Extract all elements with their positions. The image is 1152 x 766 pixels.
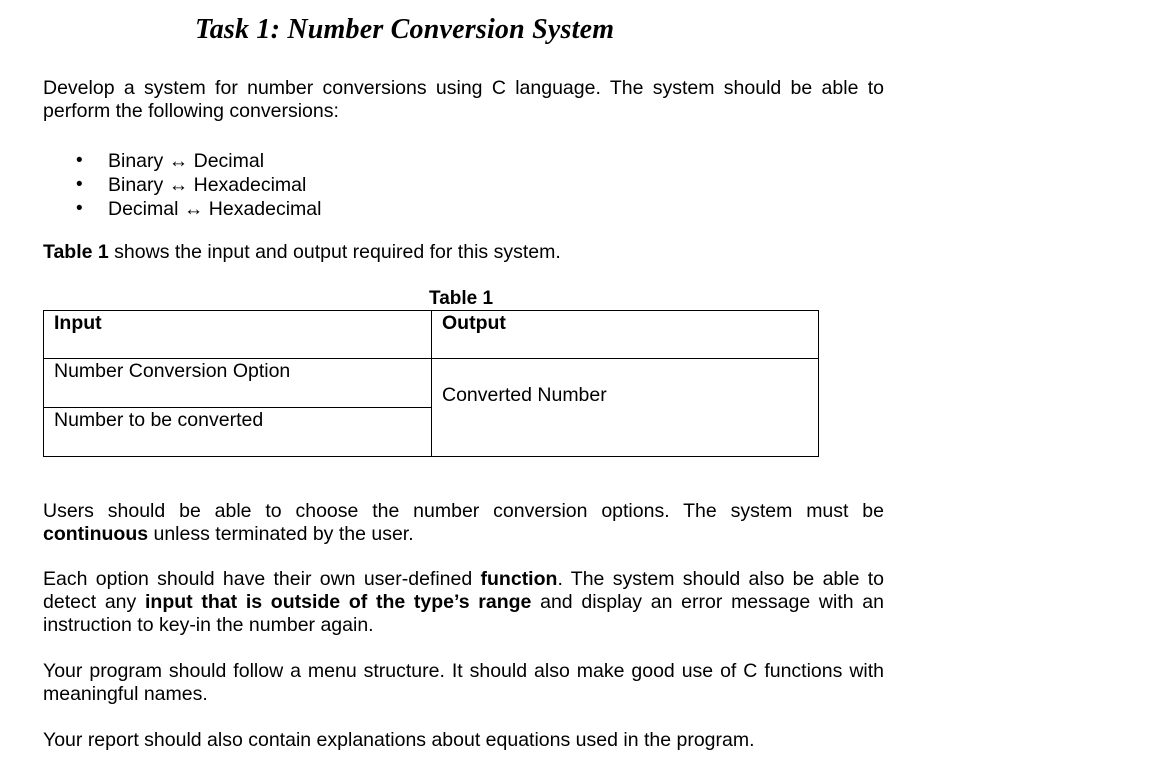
- menu-paragraph: Your program should follow a menu structure. It should also make good use of C functions with meaningful names.: [43, 660, 884, 705]
- paragraph-bold-text: function: [480, 568, 558, 590]
- table-caption: Table 1: [429, 288, 494, 309]
- table-reference-paragraph: [43, 241, 884, 264]
- continuous-paragraph: [43, 500, 884, 546]
- paragraph-bold-text: continuous: [43, 523, 149, 545]
- function-paragraph: [43, 568, 884, 637]
- paragraph-text: Users should be able to choose the number conversion options. The system must be: [43, 500, 884, 522]
- table-reference-text: shows the input and output required for this system.: [108, 241, 561, 263]
- table-cell-output: Converted Number: [432, 359, 819, 457]
- table-header-row: [44, 311, 819, 359]
- table-header-output: Output: [432, 311, 819, 359]
- paragraph-text: unless terminated by the user.: [148, 523, 414, 545]
- table-reference-bold: Table 1: [43, 241, 109, 263]
- intro-paragraph: Develop a system for number conversions using C language. The system should be able to perform the following conversions:: [43, 77, 884, 122]
- paragraph-text: and display an error message with an instruction to key-in the number again.: [43, 591, 884, 636]
- list-item: • Binary ↔ Hexadecimal: [76, 173, 321, 197]
- document-title: Task 1: Number Conversion System: [195, 14, 615, 45]
- report-paragraph: Your report should also contain explanations about equations used in the program.: [43, 729, 755, 751]
- paragraph-text: . The system should also be able to detect any: [43, 568, 885, 613]
- table-cell-input: Number Conversion Option: [44, 359, 432, 408]
- paragraph-bold-text: input that is outside of the type’s range: [145, 591, 532, 613]
- list-item: • Decimal ↔ Hexadecimal: [76, 197, 321, 221]
- conversion-list: [76, 149, 321, 221]
- list-item: • Binary ↔ Decimal: [76, 149, 321, 173]
- table-cell-input: Number to be converted: [44, 408, 432, 457]
- table-header-input: Input: [44, 311, 432, 359]
- paragraph-text: Each option should have their own user-defined: [43, 568, 481, 590]
- table-row: [44, 359, 819, 408]
- io-table: [43, 310, 819, 457]
